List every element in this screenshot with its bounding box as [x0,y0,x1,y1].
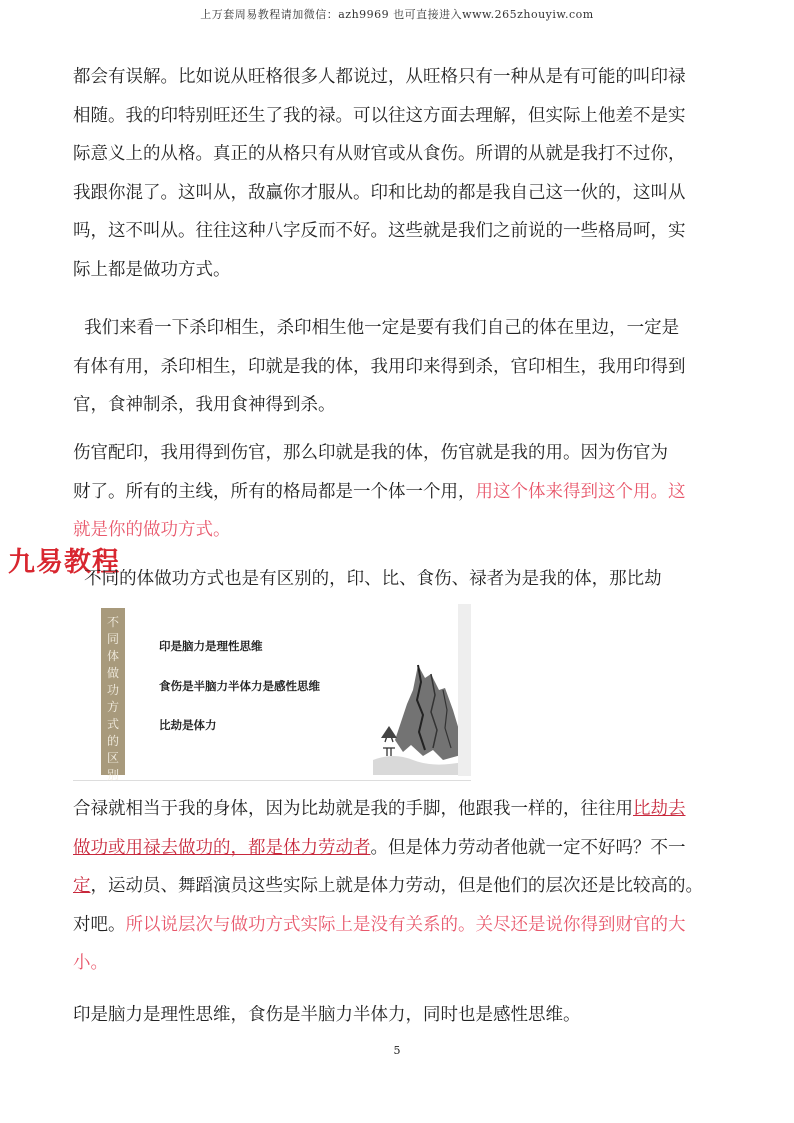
paragraph-line: 相随。我的印特别旺还生了我的禄。可以往这方面去理解，但实际上他差不是实 [73,105,686,126]
figure-image [73,600,471,781]
page-header: 上万套周易教程请加微信：azh9969 也可直接进入www.265zhouyiw.com [200,8,594,21]
underlined-text: 比劫去 [633,799,686,819]
paragraph-line: 我们来看一下杀印相生，杀印相生他一定是要有我们自己的体在里边，一定是 [73,318,680,338]
paragraph-line: 官，食神制杀，我用食神得到杀。 [73,395,336,415]
paragraph-line: 伤官配印，我用得到伤官，那么印就是我的体，伤官就是我的用。因为伤官为 [73,443,668,463]
paragraph-line: 际上都是做功方式。 [73,259,231,280]
paragraph-line: 有体有用，杀印相生，印就是我的体，我用印来得到杀，官印相生，我用印得到 [73,356,686,377]
page-number: 5 [393,1044,401,1057]
paragraph-5 [73,790,723,983]
paragraph-line: 都会有误解。比如说从旺格很多人都说过，从旺格只有一种从是有可能的叫印禄 [73,67,686,87]
highlighted-text: 所以说层次与做功方式实际上是没有关系的。关尽还是说你得到财官的大 [125,914,686,935]
underlined-text: 做功或用禄去做功的，都是体力劳动者 [73,837,371,858]
watermark-logo: 九易教程 [8,547,120,578]
paragraph-line: 不同的体做功方式也是有区别的，印、比、食伤、禄者为是我的体，那比劫 [73,569,662,589]
highlighted-text: 小。 [73,953,108,973]
figure-line: 印是脑力是理性思维 [159,639,263,653]
paragraph-line [73,867,723,906]
paragraph-line [73,906,723,945]
text-run: 。但是体力劳动者他就一定不好吗？不一 [370,837,686,858]
highlighted-text: 用这个体来得到这个用。这 [475,481,686,502]
paragraph-line: 际意义上的从格。真正的从格只有从财官或从食伤。所谓的从就是我打不过你， [73,144,686,164]
paragraph-line: 我跟你混了。这叫从，敌赢你才服从。印和比劫的都是我自己这一伙的，这叫从 [73,182,686,203]
mountain-painting-icon [373,660,463,775]
paragraph-3 [73,434,723,550]
text-run: 对吧。 [73,914,126,935]
text-run: ，运动员、舞蹈演员这些实际上就是体力劳动，但是他们的层次还是比较高的。 [90,876,703,896]
paragraph-6 [73,996,723,1035]
paragraph-line [73,473,723,512]
figure-side-strip [458,604,471,776]
paragraph-1 [73,58,723,289]
highlighted-text: 就是你的做功方式。 [73,520,231,540]
paragraph-line: 印是脑力是理性思维，食伤是半脑力半体力，同时也是感性思维。 [73,1005,581,1025]
paragraph-line [73,790,723,829]
paragraph-line: 吗，这不叫从。往往这种八字反而不好。这些就是我们之前说的一些格局呵，实 [73,221,686,241]
underlined-text: 定 [73,876,91,896]
text-run: 合禄就相当于我的身体，因为比劫就是我的手脚，他跟我一样的，往往用 [73,799,633,819]
paragraph-4 [73,560,723,599]
paragraph-line [73,829,723,868]
figure-line: 食伤是半脑力半体力是感性思维 [159,679,320,693]
figure-title-text [104,614,122,784]
figure-line: 比劫是体力 [159,718,217,732]
text-run: 财了。所有的主线，所有的格局都是一个体一个用， [73,481,476,502]
paragraph-2 [73,309,723,425]
figure-title-vertical: 不 同 体 做 功 方 式 的 区 别 [106,615,119,782]
